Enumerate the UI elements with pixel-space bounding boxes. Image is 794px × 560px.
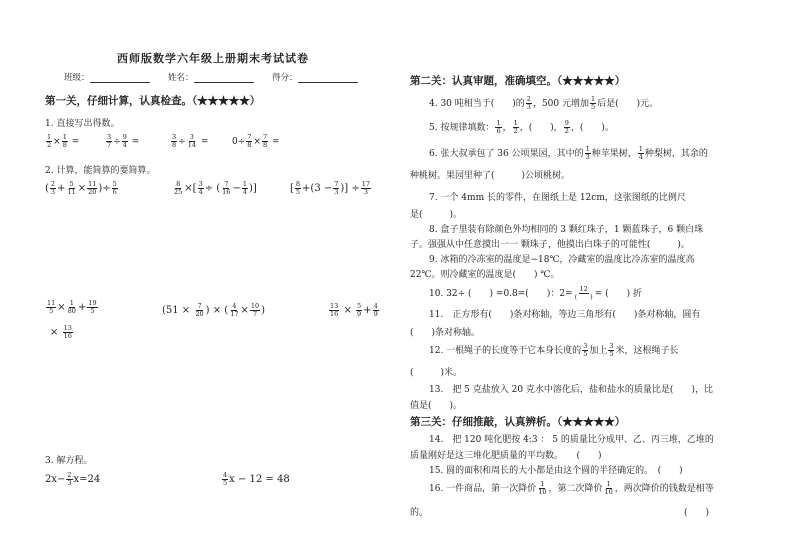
name-label: 姓名： (168, 73, 194, 83)
class-field[interactable] (64, 71, 150, 83)
q7-line1: 7. 一个 4mm 长的零件，在图纸上是 12cm，这张图纸的比例尺 (429, 193, 686, 203)
q11-line2: ( )条对称轴。 (410, 328, 481, 338)
score-label: 得分： (272, 73, 298, 83)
score-field[interactable] (272, 71, 358, 83)
q2-row1-c: [ $\frac{8}{5}$ +(3 − $\frac{7}{3}$ )] ÷ $\frac{17}{3}$ (290, 180, 371, 196)
q2-row2-a: $\frac{11}{5}$ × $\frac{1}{80}$ + $\frac{19}{5}$ (47, 299, 97, 315)
q1-item-c: $\frac{3}{8}$ ÷ $\frac{3}{14}$ = (172, 133, 209, 149)
q14-line1: 14. 把 120 吨化肥按 4:3 ： 5 的质量比分成甲、乙、丙三堆，乙堆的 (429, 435, 714, 445)
q14-line2: 质量刚好是这三堆化肥质量的平均数。 ( ) (410, 451, 602, 461)
q6-line1: 6. 张大叔承包了 36 公顷果园，其中的 $\frac{1}{3}$ 种苹果树， $\frac{1}{4}$ 种梨树，其余的 (429, 145, 708, 161)
q16-line2: 的。 (410, 508, 429, 518)
q12-line1: 12. 一根绳子的长度等于它本身长度的 $\frac{3}{5}$ 加上 $\frac{3}{5}$ 米，这根绳子长 (429, 342, 679, 358)
q1-item-b: $\frac{3}{7}$ ÷ $\frac{9}{4}$ = (107, 133, 140, 149)
name-field[interactable] (168, 71, 254, 83)
q8-line1: 8. 盒子里装有除颜色外均相同的 3 颗红珠子，1 颗蓝珠子，6 颗白珠 (429, 225, 704, 235)
q12-line2: ( )米。 (410, 368, 463, 378)
q9-line2: 22℃。则冷藏室的温度是( ) ℃。 (410, 270, 560, 280)
q1-item-d: 0÷ $\frac{7}{8}$ × $\frac{7}{8}$ = (232, 133, 280, 149)
q6-line2: 种桃树。果园里种了( )公顷桃树。 (410, 171, 571, 181)
q2-row1-b: $\frac{8}{25}$ ×[ $\frac{3}{4}$ ÷ ( $\frac{7}{16}$ − $\frac{1}{4}$ )] (174, 180, 257, 196)
q8-line2: 子。强强从中任意摸出一一 颗珠子，他摸出白珠子的可能性( )。 (410, 240, 690, 250)
page-title: 西师版数学六年级上册期末考试试卷 (117, 52, 309, 65)
class-label: 班级： (64, 73, 90, 83)
q4: 4. 30 吨相当于( )的 $\frac{2}{3}$ ，500 元增加 $\frac{1}{5}$ 后是( )元。 (429, 95, 659, 111)
part3-heading: 第三关：仔细推敲，认真辨析。（★★★★★） (410, 416, 626, 428)
q16-line1: 16. 一件商品，第一次降价 $\frac{1}{10}$ ，第二次降价 $\frac{1}{10}$ ，两次降价的钱数是相等 (429, 480, 714, 496)
q3-label: 3. 解方程。 (45, 456, 93, 466)
q2-label: 2. 计算，能简算的要简算。 (45, 166, 156, 176)
q13-line1: 13. 把 5 克盐放入 20 克水中溶化后，盐和盐水的质量比是( )，比 (429, 385, 713, 395)
part1-heading: 第一关，仔细计算，认真检查。（★★★★★） (45, 95, 261, 107)
q9-line1: 9. 冰箱的冷冻室的温度是−18℃，冷藏室的温度比冷冻室的温度高 (429, 255, 695, 265)
q2-row1-a: ( $\frac{2}{3}$ + $\frac{5}{11}$ × $\frac{11}{20}$ )÷ $\frac{5}{6}$ (45, 180, 117, 196)
q1-item-a: $\frac{1}{2}$ × $\frac{1}{8}$ = (47, 133, 80, 149)
q15: 15. 圆的面积和周长的大小都是由这个圆的半径确定的。 ( ) (429, 466, 683, 476)
q3-equation-b: $\frac{4}{5}$ x − 12 = 48 (223, 471, 290, 487)
q5: 5. 按规律填数： $\frac{1}{6}$ ， $\frac{1}{2}$ ，( )， $\frac{9}{2}$ ，( )。 (429, 119, 614, 135)
q13-line2: 值是( )。 (410, 401, 463, 411)
q2-row2-b: (51 × $\frac{7}{20}$ ) × ( $\frac{4}{17}$ × $\frac{10}{7}$ ) (162, 302, 266, 318)
q11-line1: 11. 正方形有( )条对称轴，等边三角形有( )条对称轴，圆有 (429, 310, 701, 320)
q7-line2: 是( )。 (410, 210, 463, 220)
part2-heading: 第二关：认真审题，准确填空。（★★★★★） (410, 75, 626, 87)
q3-equation-a: 2x− $\frac{2}{3}$ x=24 (45, 471, 101, 487)
q1-label: 1. 直接写出得数。 (45, 119, 120, 129)
q2-row2-a-cont: × $\frac{13}{16}$ (50, 324, 72, 340)
q10: 10. 32÷ ( ) =0.8=( )：2= $\frac{12}{( )}$ = ( ) 折 (429, 285, 642, 301)
q16-answer-box[interactable]: ( ) (684, 508, 710, 518)
q2-row2-c: $\frac{13}{16}$ × $\frac{5}{9}$ + $\frac{4}{9}$ (330, 302, 378, 318)
